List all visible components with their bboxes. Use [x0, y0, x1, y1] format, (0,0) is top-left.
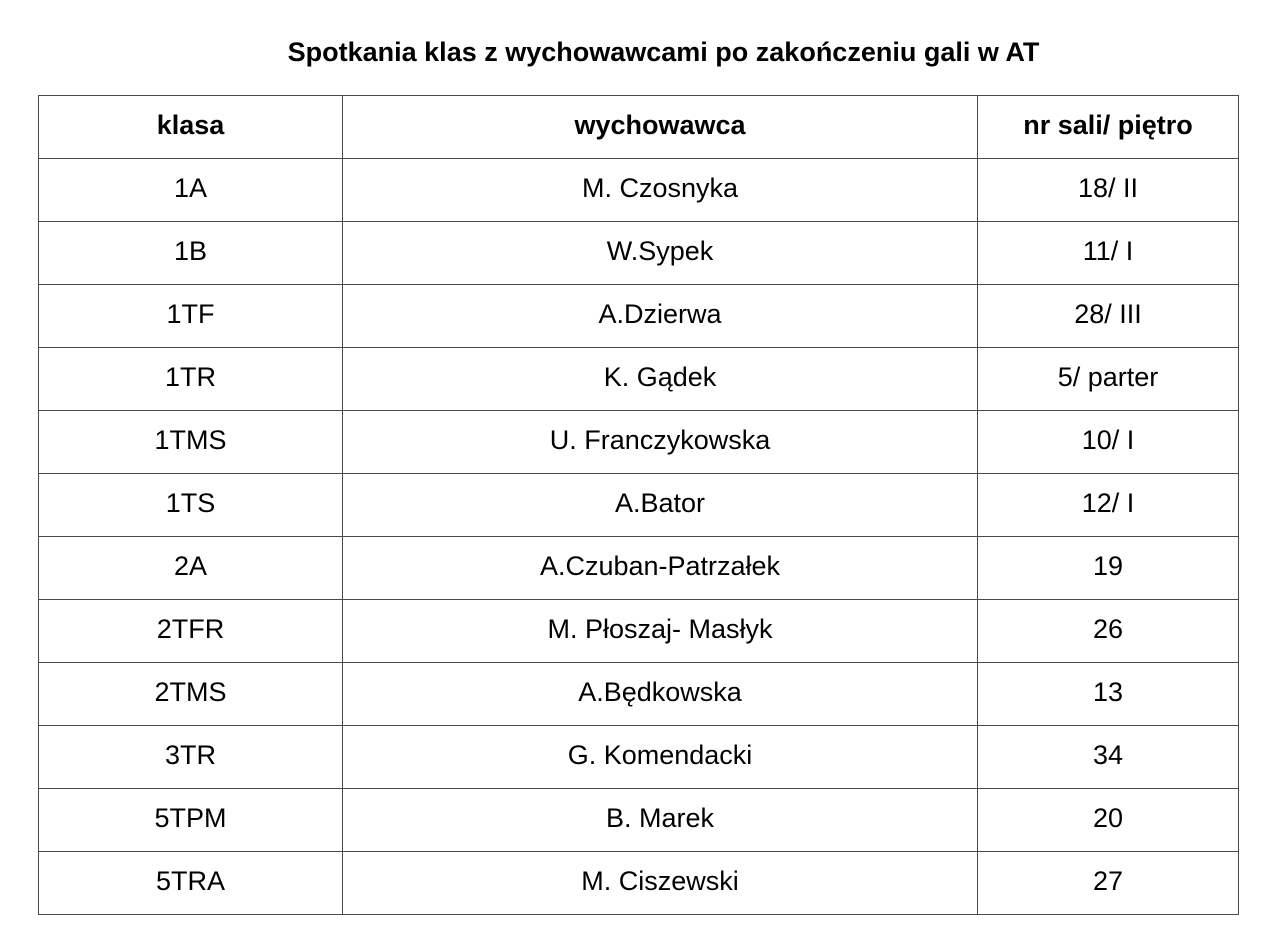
header-room-floor: nr sali/ piętro	[978, 96, 1239, 159]
cell-class: 1TS	[39, 474, 343, 537]
table-row	[39, 663, 1239, 726]
table-row	[39, 348, 1239, 411]
table-row	[39, 222, 1239, 285]
cell-class: 2TFR	[39, 600, 343, 663]
cell-room-floor: 13	[978, 663, 1239, 726]
table-header-row	[39, 96, 1239, 159]
cell-room-floor: 12/ I	[978, 474, 1239, 537]
cell-class: 1A	[39, 159, 343, 222]
cell-room-floor: 5/ parter	[978, 348, 1239, 411]
table-row	[39, 789, 1239, 852]
cell-class: 5TPM	[39, 789, 343, 852]
cell-room-floor: 10/ I	[978, 411, 1239, 474]
cell-teacher: A.Bator	[343, 474, 978, 537]
table-row	[39, 411, 1239, 474]
cell-teacher: A.Będkowska	[343, 663, 978, 726]
cell-room-floor: 27	[978, 852, 1239, 915]
cell-teacher: W.Sypek	[343, 222, 978, 285]
page-title: Spotkania klas z wychowawcami po zakończeniu gali w AT	[287, 37, 1040, 67]
cell-room-floor: 18/ II	[978, 159, 1239, 222]
cell-room-floor: 26	[978, 600, 1239, 663]
cell-room-floor: 20	[978, 789, 1239, 852]
table-row	[39, 159, 1239, 222]
cell-teacher: M. Płoszaj- Masłyk	[343, 600, 978, 663]
table-row	[39, 474, 1239, 537]
table-row	[39, 285, 1239, 348]
cell-class: 3TR	[39, 726, 343, 789]
table-row	[39, 726, 1239, 789]
cell-class: 2A	[39, 537, 343, 600]
cell-room-floor: 28/ III	[978, 285, 1239, 348]
table-row	[39, 600, 1239, 663]
cell-teacher: K. Gądek	[343, 348, 978, 411]
table-row	[39, 537, 1239, 600]
cell-room-floor: 19	[978, 537, 1239, 600]
cell-class: 1TR	[39, 348, 343, 411]
schedule-table	[38, 95, 1239, 915]
cell-class: 2TMS	[39, 663, 343, 726]
cell-teacher: B. Marek	[343, 789, 978, 852]
cell-class: 1TF	[39, 285, 343, 348]
cell-class: 5TRA	[39, 852, 343, 915]
cell-teacher: A.Dzierwa	[343, 285, 978, 348]
cell-class: 1B	[39, 222, 343, 285]
cell-teacher: G. Komendacki	[343, 726, 978, 789]
cell-room-floor: 11/ I	[978, 222, 1239, 285]
cell-room-floor: 34	[978, 726, 1239, 789]
cell-class: 1TMS	[39, 411, 343, 474]
cell-teacher: M. Ciszewski	[343, 852, 978, 915]
header-teacher: wychowawca	[343, 96, 978, 159]
cell-teacher: A.Czuban-Patrzałek	[343, 537, 978, 600]
table-row	[39, 852, 1239, 915]
cell-teacher: M. Czosnyka	[343, 159, 978, 222]
cell-teacher: U. Franczykowska	[343, 411, 978, 474]
header-class: klasa	[39, 96, 343, 159]
